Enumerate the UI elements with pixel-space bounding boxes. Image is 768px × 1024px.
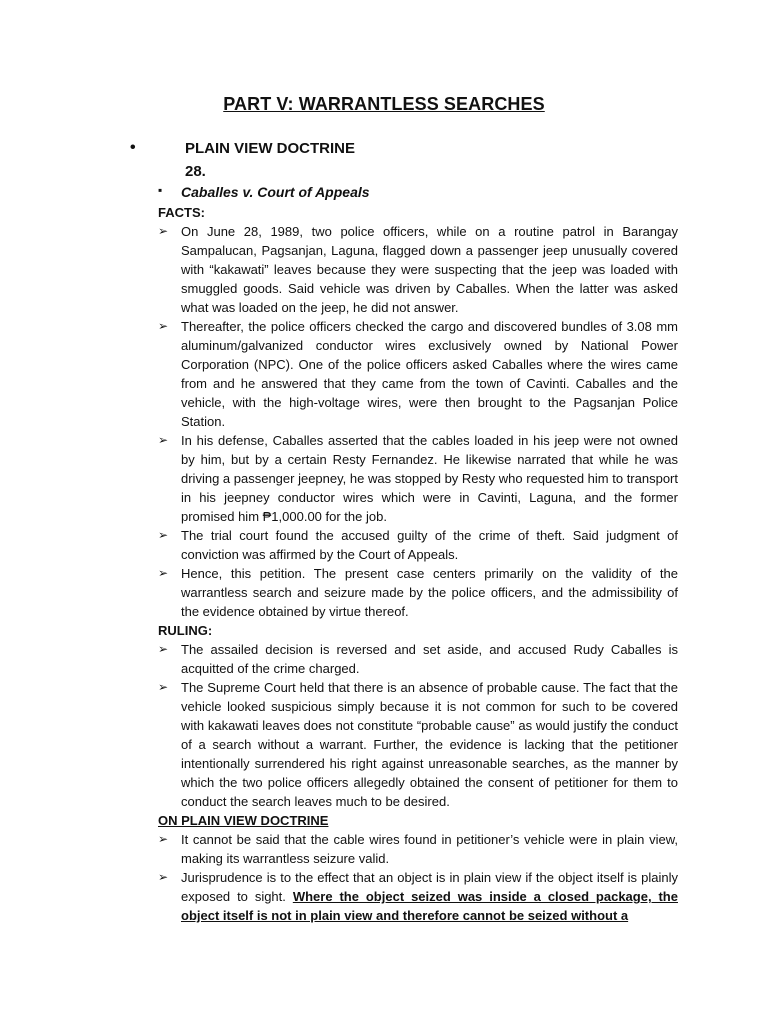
case-name: Caballes v. Court of Appeals [181,184,370,200]
arrow-bullet-icon: ➢ [158,319,169,333]
ruling-item-text: The assailed decision is reversed and set aside, and accused Rudy Caballes is acquitted of the crime charged. [181,642,678,676]
facts-item-text: In his defense, Caballes asserted that the cables loaded in his jeep were not owned by him, but by a certain Resty Fernandez. He likewise narrated that while he was driving a passenger jeepney, he was stopped by Resty who requested him to transport in his jeepney conductor wires which were in Cavinti, Laguna, and the former promised him ₱1,000.00 for the job. [181,433,678,524]
arrow-bullet-icon: ➢ [158,224,169,238]
plain-view-item-text: It cannot be said that the cable wires found in petitioner’s vehicle were in plain view, making its warrantless seizure valid. [181,832,678,866]
bullet-icon: • [130,139,136,156]
section-label: PLAIN VIEW DOCTRINE [185,140,356,157]
arrow-bullet-icon: ➢ [158,642,169,656]
ruling-heading: RULING: [158,623,213,638]
plain-view-item-text [181,868,678,925]
arrow-bullet-icon: ➢ [158,832,169,846]
arrow-bullet-icon: ➢ [158,680,169,694]
plain-view-item-plain: Jurisprudence is to the effect that an object is in plain view if the object itself is plainly exposed to sight. [181,870,678,904]
ruling-item [158,640,678,678]
arrow-bullet-icon: ➢ [158,528,169,542]
page-title: PART V: WARRANTLESS SEARCHES [223,94,545,114]
facts-item [158,526,678,564]
facts-item [158,317,678,431]
facts-item-text: The trial court found the accused guilty of the crime of theft. Said judgment of conviction was affirmed by the Court of Appeals. [181,528,678,562]
item-number: 28. [185,163,206,180]
facts-item [158,564,678,621]
ruling-item-text: The Supreme Court held that there is an absence of probable cause. The fact that the vehicle looked suspicious simply because it is not common for such to be covered with kakawati leaves does not constitute “probable cause” as would justify the conduct of a search without a warrant. Further, the evidence is lacking that the petitioner intentionally surrendered his right against unreasonable searches, as the manner by which the two police officers allegedly obtained the consent of petitioner for them to conduct the search leaves much to be desired. [181,680,678,809]
facts-item [158,222,678,317]
document-body [158,203,678,925]
plain-view-item [158,868,678,925]
square-bullet-icon: ▪ [158,183,163,197]
facts-item-text: On June 28, 1989, two police officers, while on a routine patrol in Barangay Sampalucan, Pagsanjan, Laguna, flagged down a passenger jeep unusually covered with “kakawati” leaves because they were suspecting that the jeep was loaded with smuggled goods. Said vehicle was driven by Caballes. When the latter was asked what was loaded on the jeep, he did not answer. [181,224,678,315]
arrow-bullet-icon: ➢ [158,870,169,884]
facts-item [158,431,678,526]
facts-item-text: Thereafter, the police officers checked the cargo and discovered bundles of 3.08 mm aluminum/galvanized conductor wires exclusively owned by National Power Corporation (NPC). One of the police officers asked Caballes where the wires came from and he answered that they came from the town of Cavinti. Caballes and the vehicle, with the high-voltage wires, were then brought to the Pagsanjan Police Station. [181,319,678,429]
facts-heading: FACTS: [158,205,205,220]
plain-view-item-emphasis: Where the object seized was inside a closed package, the object itself is not in plain view and therefore cannot be seized without a [181,889,678,923]
arrow-bullet-icon: ➢ [158,566,169,580]
ruling-item [158,678,678,811]
plain-view-heading: ON PLAIN VIEW DOCTRINE [158,813,329,828]
facts-item-text: Hence, this petition. The present case centers primarily on the validity of the warrantless search and seizure made by the police officers, and the admissibility of the evidence obtained by virtue thereof. [181,566,678,619]
arrow-bullet-icon: ➢ [158,433,169,447]
plain-view-item [158,830,678,868]
